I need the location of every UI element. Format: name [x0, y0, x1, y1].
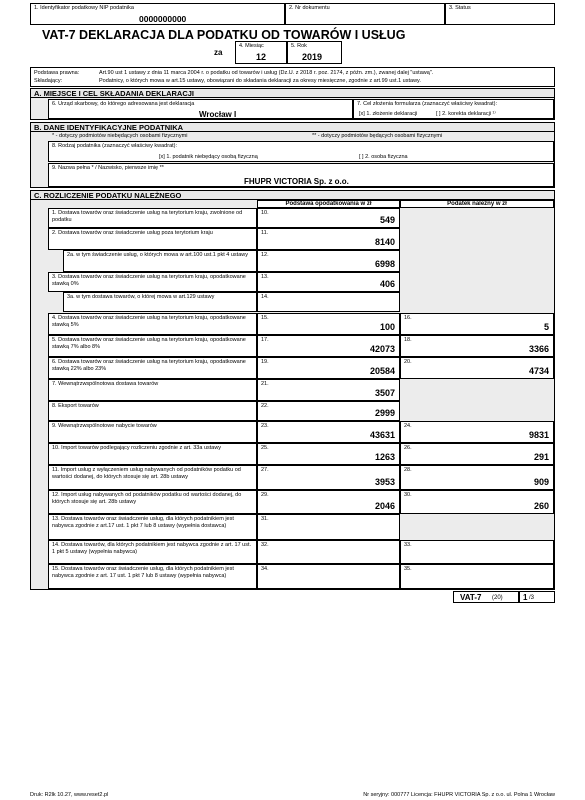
tax-cell — [400, 564, 554, 589]
tax-office-label: 6. Urząd skarbowy, do którego adresowana jest deklaracja — [52, 101, 195, 107]
tax-field-number: 20. — [404, 359, 412, 365]
base-amount: 20584 — [369, 366, 395, 376]
base-amount: 8140 — [374, 237, 395, 247]
base-field-number: 34. — [261, 566, 269, 572]
year-label: 5. Rok — [291, 43, 307, 49]
footer-print-info: Druk: R2lk 10.27, www.reset2.pl — [30, 792, 109, 798]
base-field-number: 31. — [261, 516, 269, 522]
footer-license: Nr seryjny: 000777 Licencja: FHUPR VICTORIA Sp. z o.o. ul. Polna 1 Wrocław — [363, 792, 555, 798]
row-label: 1. Dostawa towarów oraz świadczenie usług na terytorium kraju, zwolnione od podatku — [48, 208, 257, 228]
tax-field-number: 24. — [404, 423, 412, 429]
tax-cell — [400, 490, 554, 514]
row-label: 12. Import usług nabywanych od podatników podatku od wartości dodanej, do których stosuje się art. 28b ustawy — [48, 490, 257, 514]
base-field-number: 27. — [261, 467, 269, 473]
taxpayer-type-label: 8. Rodzaj podatnika (zaznaczyć właściwy kwadrat): — [52, 143, 178, 149]
section-b-title: B. DANE IDENTYFIKACYJNE PODATNIKA — [30, 122, 555, 132]
nip-label: 1. Identyfikator podatkowy NIP podatnika — [34, 5, 134, 11]
purpose-option-2: [ ] 2. korekta deklaracji ¹⁾ — [436, 111, 496, 117]
taxpayer-type-option-2: [ ] 2. osoba fizyczna — [359, 154, 408, 160]
status-field — [445, 3, 555, 25]
tax-cell-empty — [400, 379, 554, 401]
year-value: 2019 — [302, 52, 323, 62]
nip-value: 0000000000 — [139, 14, 187, 24]
row-label: 5. Dostawa towarów oraz świadczenie usług na terytorium kraju, opodatkowane stawką 7% albo 8% — [48, 335, 257, 357]
base-field-number: 14. — [261, 294, 269, 300]
tax-cell-empty — [400, 401, 554, 421]
base-amount: 100 — [379, 322, 395, 332]
base-field-number: 17. — [261, 337, 269, 343]
base-cell — [257, 443, 400, 465]
row-label: 6. Dostawa towarów oraz świadczenie usług na terytorium kraju, opodatkowane stawką 22% albo 23% — [48, 357, 257, 379]
form-code-box — [453, 591, 519, 603]
filers-text: Podatnicy, o których mowa w art.15 ustawy, obowiązani do składania deklaracji za okresy miesięczne, zgodnie z art.99 ust.1 ustawy. — [99, 78, 421, 84]
tax-cell — [400, 357, 554, 379]
tax-cell-empty — [400, 514, 554, 540]
base-field-number: 23. — [261, 423, 269, 429]
tax-cell-empty — [400, 208, 554, 228]
section-a-title: A. MIEJSCE I CEL SKŁADANIA DEKLARACJI — [30, 88, 555, 98]
base-cell — [257, 335, 400, 357]
base-amount: 6998 — [374, 259, 395, 269]
status-label: 3. Status — [449, 5, 471, 11]
taxpayer-type-field — [48, 141, 554, 162]
tax-cell — [400, 540, 554, 564]
row-label: 7. Wewnątrzwspólnotowa dostawa towarów — [48, 379, 257, 401]
base-cell — [257, 514, 400, 540]
tax-amount: 9831 — [528, 430, 549, 440]
tax-field-number: 26. — [404, 445, 412, 451]
tax-field-number: 18. — [404, 337, 412, 343]
nip-field — [30, 3, 285, 25]
taxpayer-name-label: 9. Nazwa pełna * / Nazwisko, pierwsze imię ** — [52, 165, 164, 171]
base-cell — [257, 379, 400, 401]
tax-field-number: 35. — [404, 566, 412, 572]
row-label: 11. Import usług z wyłączeniem usług nabywanych od podatników podatku od wartości dodanej, do których stosuje się art. 28b ustawy — [48, 465, 257, 490]
row-label: 4. Dostawa towarów oraz świadczenie usług na terytorium kraju, opodatkowane stawką 5% — [48, 313, 257, 335]
form-version: (20) — [492, 595, 503, 601]
purpose-option-1: [x] 1. złożenie deklaracji — [359, 111, 418, 117]
base-cell — [257, 490, 400, 514]
base-cell — [257, 272, 400, 292]
tax-office-field — [48, 99, 353, 119]
base-field-number: 22. — [261, 403, 269, 409]
base-cell — [257, 401, 400, 421]
page-total: /3 — [529, 595, 535, 601]
basis-text: Art.90 ust 1 ustawy z dnia 11 marca 2004 r. o podatku od towarów i usług (Dz.U. z 2018 r. poz. 2174, z późn. zm.), zwanej dalej "ustawą". — [99, 70, 434, 76]
form-code: VAT-7 — [460, 593, 482, 602]
tax-amount: 5 — [543, 322, 549, 332]
tax-cell — [400, 443, 554, 465]
section-c-title: C. ROZLICZENIE PODATKU NALEŻNEGO — [30, 190, 555, 200]
base-cell — [257, 250, 400, 272]
base-field-number: 11. — [261, 230, 269, 236]
period-za: za — [214, 48, 223, 57]
base-cell — [257, 313, 400, 335]
page-number: 1 — [523, 593, 528, 602]
purpose-label: 7. Cel złożenia formularza (zaznaczyć właściwy kwadrat): — [357, 101, 497, 107]
row-label: 2. Dostawa towarów oraz świadczenie usług poza terytorium kraju — [48, 228, 257, 250]
base-amount: 3507 — [374, 388, 395, 398]
base-amount: 406 — [379, 279, 395, 289]
filers-label: Składający: — [34, 78, 63, 84]
base-amount: 3953 — [374, 477, 395, 487]
basis-label: Podstawa prawna: — [34, 70, 80, 76]
base-cell — [257, 292, 400, 312]
col-header-base: Podstawa opodatkowania w zł — [257, 200, 400, 208]
tax-amount: 4734 — [528, 366, 549, 376]
base-amount: 1263 — [374, 452, 395, 462]
tax-field-number: 33. — [404, 542, 412, 548]
row-label: 3. Dostawa towarów oraz świadczenie usług na terytorium kraju, opodatkowane stawką 0% — [48, 272, 257, 292]
row-label: 8. Eksport towarów — [48, 401, 257, 421]
base-cell — [257, 357, 400, 379]
base-cell — [257, 228, 400, 250]
tax-cell-empty — [400, 292, 554, 312]
base-amount: 42073 — [369, 344, 395, 354]
row-label: 13. Dostawa towarów oraz świadczenie usług, dla których podatnikiem jest nabywca zgodnie z art.17 ust. 1 pkt 7 lub 8 ustawy (wypełnia dostawca) — [48, 514, 257, 540]
note-natural-person: ** - dotyczy podmiotów będących osobami fizycznymi — [312, 133, 443, 139]
tax-amount: 909 — [533, 477, 549, 487]
col-header-tax: Podatek należny w zł — [400, 200, 554, 208]
tax-amount: 3366 — [528, 344, 549, 354]
row-label: 14. Dostawa towarów, dla których podatnikiem jest nabywca zgodnie z art. 17 ust. 1 pkt 5 ustawy (wypełnia nabywca) — [48, 540, 257, 564]
base-amount: 2046 — [374, 501, 395, 511]
taxpayer-name-value: FHUPR VICTORIA Sp. z o.o. — [244, 177, 349, 186]
taxpayer-name-field — [48, 163, 554, 187]
doc-number-label: 2. Nr dokumentu — [289, 5, 330, 11]
page-number-box — [519, 591, 555, 603]
form-title: VAT-7 DEKLARACJA DLA PODATKU OD TOWARÓW I USŁUG — [42, 28, 406, 42]
base-field-number: 15. — [261, 315, 269, 321]
tax-cell — [400, 465, 554, 490]
purpose-field — [353, 99, 554, 119]
tax-amount: 260 — [533, 501, 549, 511]
base-cell — [257, 465, 400, 490]
base-amount: 2999 — [374, 408, 395, 418]
base-field-number: 13. — [261, 274, 269, 280]
base-field-number: 12. — [261, 252, 269, 258]
tax-amount: 291 — [533, 452, 549, 462]
tax-field-number: 16. — [404, 315, 412, 321]
base-field-number: 25. — [261, 445, 269, 451]
base-cell — [257, 208, 400, 228]
row-label: 2a. w tym świadczenie usług, o których mowa w art.100 ust.1 pkt 4 ustawy — [63, 250, 257, 272]
doc-number-field — [285, 3, 445, 25]
tax-field-number: 28. — [404, 467, 412, 473]
year-field — [287, 41, 342, 64]
base-cell — [257, 540, 400, 564]
base-field-number: 19. — [261, 359, 269, 365]
row-label: 3a. w tym dostawa towarów, o której mowa w art.129 ustawy — [63, 292, 257, 312]
month-label: 4. Miesiąc — [239, 43, 264, 49]
tax-cell — [400, 421, 554, 443]
base-cell — [257, 421, 400, 443]
base-field-number: 29. — [261, 492, 269, 498]
month-field — [235, 41, 287, 64]
tax-cell-empty — [400, 272, 554, 292]
tax-cell — [400, 313, 554, 335]
note-legal-entity: * - dotyczy podmiotów niebędących osobami fizycznymi — [52, 133, 188, 139]
base-amount: 43631 — [369, 430, 395, 440]
tax-cell — [400, 335, 554, 357]
row-label: 9. Wewnątrzwspólnotowe nabycie towarów — [48, 421, 257, 443]
row-label: 15. Dostawa towarów oraz świadczenie usług, dla których podatnikiem jest nabywca zgodnie z art. 17 ust. 1 pkt 7 lub 8 ustawy (wypełnia nabywca) — [48, 564, 257, 589]
base-field-number: 21. — [261, 381, 269, 387]
base-cell — [257, 564, 400, 589]
tax-office-value: Wrocław I — [199, 110, 237, 119]
base-field-number: 10. — [261, 210, 269, 216]
row-label: 10. Import towarów podlegający rozliczeniu zgodnie z art. 33a ustawy — [48, 443, 257, 465]
month-value: 12 — [256, 52, 267, 62]
base-field-number: 32. — [261, 542, 269, 548]
legal-basis — [30, 67, 555, 87]
tax-cell-empty — [400, 250, 554, 272]
tax-cell-empty — [400, 228, 554, 250]
taxpayer-type-option-1: [x] 1. podatnik niebędący osobą fizyczną — [159, 154, 258, 160]
base-amount: 549 — [379, 215, 395, 225]
tax-field-number: 30. — [404, 492, 412, 498]
